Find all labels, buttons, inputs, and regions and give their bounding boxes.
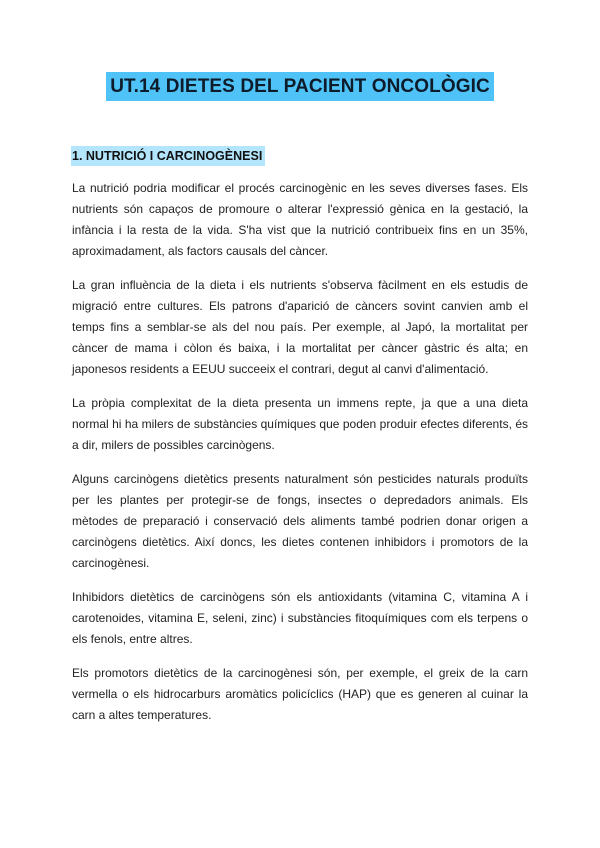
paragraph-2: La gran influència de la dieta i els nutrients s'observa fàcilment en els estudis de migració entre cultures. Els patrons d'aparició de càncers sovint canvien amb el temps fins a semblar-se als del nou país. Per exemple, al Japó, la mortalitat per càncer de mama i còlon és baixa, i la mortalitat per càncer gàstric és alta; en japonesos residents a EEUU succeeix el contrari, degut al canvi d'alimentació. [72, 278, 528, 376]
section-heading: 1. NUTRICIÓ I CARCINOGÈNESI [71, 146, 265, 166]
section-body [72, 178, 528, 739]
paragraph-3: La pròpia complexitat de la dieta presenta un immens repte, ja que a una dieta normal hi ha milers de substàncies químiques que poden produir efectes diferents, és a dir, milers de possibles carcinògens. [72, 396, 528, 452]
paragraph-4: Alguns carcinògens dietètics presents naturalment són pesticides naturals produïts per les plantes per protegir-se de fongs, insectes o depredadors animals. Els mètodes de preparació i conservació dels aliments també podrien donar origen a carcinògens dietètics. Així doncs, les dietes contenen inhibidors i promotors de la carcinogènesi. [72, 472, 528, 570]
document-title: UT.14 DIETES DEL PACIENT ONCOLÒGIC [106, 72, 494, 101]
paragraph-6: Els promotors dietètics de la carcinogènesi són, per exemple, el greix de la carn vermella o els hidrocarburs aromàtics policíclics (HAP) que es generen al cuinar la carn a altes temperatures. [72, 666, 528, 722]
paragraph-5: Inhibidors dietètics de carcinògens són els antioxidants (vitamina C, vitamina A i carotenoides, vitamina E, seleni, zinc) i substàncies fitoquímiques com els terpens o els fenols, entre altres. [72, 590, 528, 646]
title-container [0, 72, 600, 101]
paragraph-1: La nutrició podria modificar el procés carcinogènic en les seves diverses fases. Els nutrients són capaços de promoure o alterar l'expressió gènica en la gestació, la infància i la resta de la vida. S'ha vist que la nutrició contribueix fins en un 35%, aproximadament, als factors causals del càncer. [72, 181, 528, 258]
